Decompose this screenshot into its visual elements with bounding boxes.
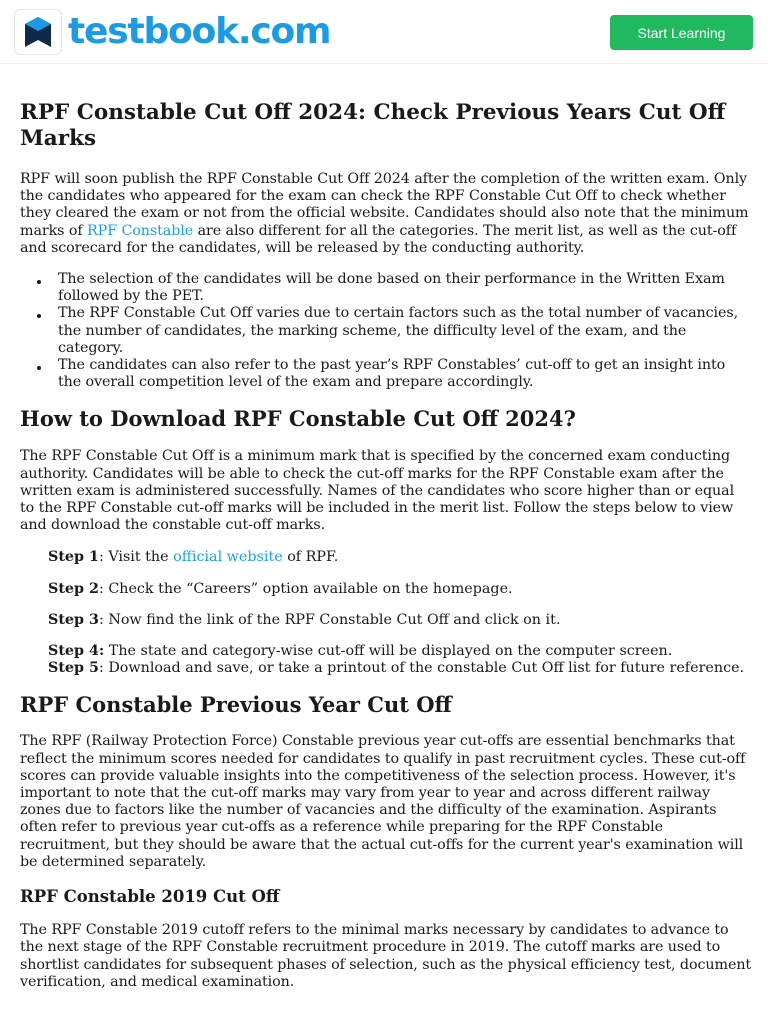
- step-4: Step 4: The state and category-wise cut-off will be displayed on the computer screen.: [48, 643, 673, 660]
- bullet-icon: [37, 280, 41, 284]
- site-header: [0, 0, 768, 64]
- start-learning-button[interactable]: Start Learning: [610, 15, 753, 50]
- list-item: The RPF Constable Cut Off varies due to certain factors such as the total number of vacancies, the number of candidates, the marking scheme, the difficulty level of the exam, and the category.: [20, 305, 752, 357]
- testbook-logo-icon: [14, 9, 62, 55]
- bullet-icon: [37, 366, 41, 370]
- logo-text: testbook.com: [68, 11, 331, 52]
- step-2: Step 2: Check the “Careers” option available on the homepage.: [48, 580, 513, 597]
- download-paragraph: The RPF Constable Cut Off is a minimum mark that is specified by the concerned exam conducting authority. Candidates will be able to check the cut-off marks for the RPF Constable exam after the written exam is administered successfully. Names of the candidates who score higher than or equal to the RPF Constable cut-off marks will be included in the merit list. Follow the steps below to view and download the constable cut-off marks.: [20, 448, 735, 534]
- intro-text-1: RPF will soon publish the RPF Constable Cut Off 2024 after the completion of the written exam. Only the candidates who appeared for the exam can check the RPF Constable Cut Off to check whether they cleared the exam or not from the official website. Candidates should also note that the minimum marks of: [20, 171, 749, 239]
- official-website-link[interactable]: official website: [173, 549, 283, 566]
- key-points-list: [20, 271, 752, 391]
- step-5: Step 5: Download and save, or take a printout of the constable Cut Off list for future reference.: [48, 660, 745, 677]
- step-3: Step 3: Now find the link of the RPF Constable Cut Off and click on it.: [48, 611, 561, 628]
- intro-text-2: are also different for all the categories. The merit list, as well as the cut-off and scorecard for the candidates, will be released by the conducting authority.: [20, 222, 737, 256]
- cutoff-2019-heading: RPF Constable 2019 Cut Off: [20, 887, 280, 907]
- previous-year-paragraph: The RPF (Railway Protection Force) Constable previous year cut-offs are essential benchmarks that reflect the minimum scores needed for candidates to qualify in past recruitment cycles. These cut-off scores can provide valuable insights into the competitiveness of the selection process. However, it's important to note that the cut-off marks may vary from year to year and across different railway zones due to factors like the number of vacancies and the difficulty of the examination. Aspirants often refer to previous year cut-offs as a reference while preparing for the RPF Constable recruitment, but they should be aware that the actual cut-offs for the current year's examination will be determined separately.: [20, 733, 746, 870]
- download-heading: How to Download RPF Constable Cut Off 2024?: [20, 406, 576, 432]
- page-title: RPF Constable Cut Off 2024: Check Previous Years Cut Off Marks: [20, 100, 726, 151]
- article: [20, 100, 752, 991]
- cutoff-2019-paragraph: The RPF Constable 2019 cutoff refers to the minimal marks necessary by candidates to advance to the next stage of the RPF Constable recruitment procedure in 2019. The cutoff marks are used to shortlist candidates for subsequent phases of selection, such as the physical efficiency test, document verification, and medical examination.: [20, 922, 752, 990]
- logo[interactable]: [14, 9, 330, 55]
- previous-year-heading: RPF Constable Previous Year Cut Off: [20, 692, 452, 718]
- bullet-icon: [37, 314, 41, 318]
- list-item: The selection of the candidates will be done based on their performance in the Written Exam followed by the PET.: [20, 271, 752, 305]
- rpf-constable-link[interactable]: RPF Constable: [87, 222, 194, 239]
- list-item: The candidates can also refer to the past year’s RPF Constables’ cut-off to get an insight into the overall competition level of the exam and prepare accordingly.: [20, 357, 752, 391]
- step-1: Step 1: Visit the official website of RPF.: [48, 549, 339, 566]
- intro-paragraph: [20, 171, 752, 257]
